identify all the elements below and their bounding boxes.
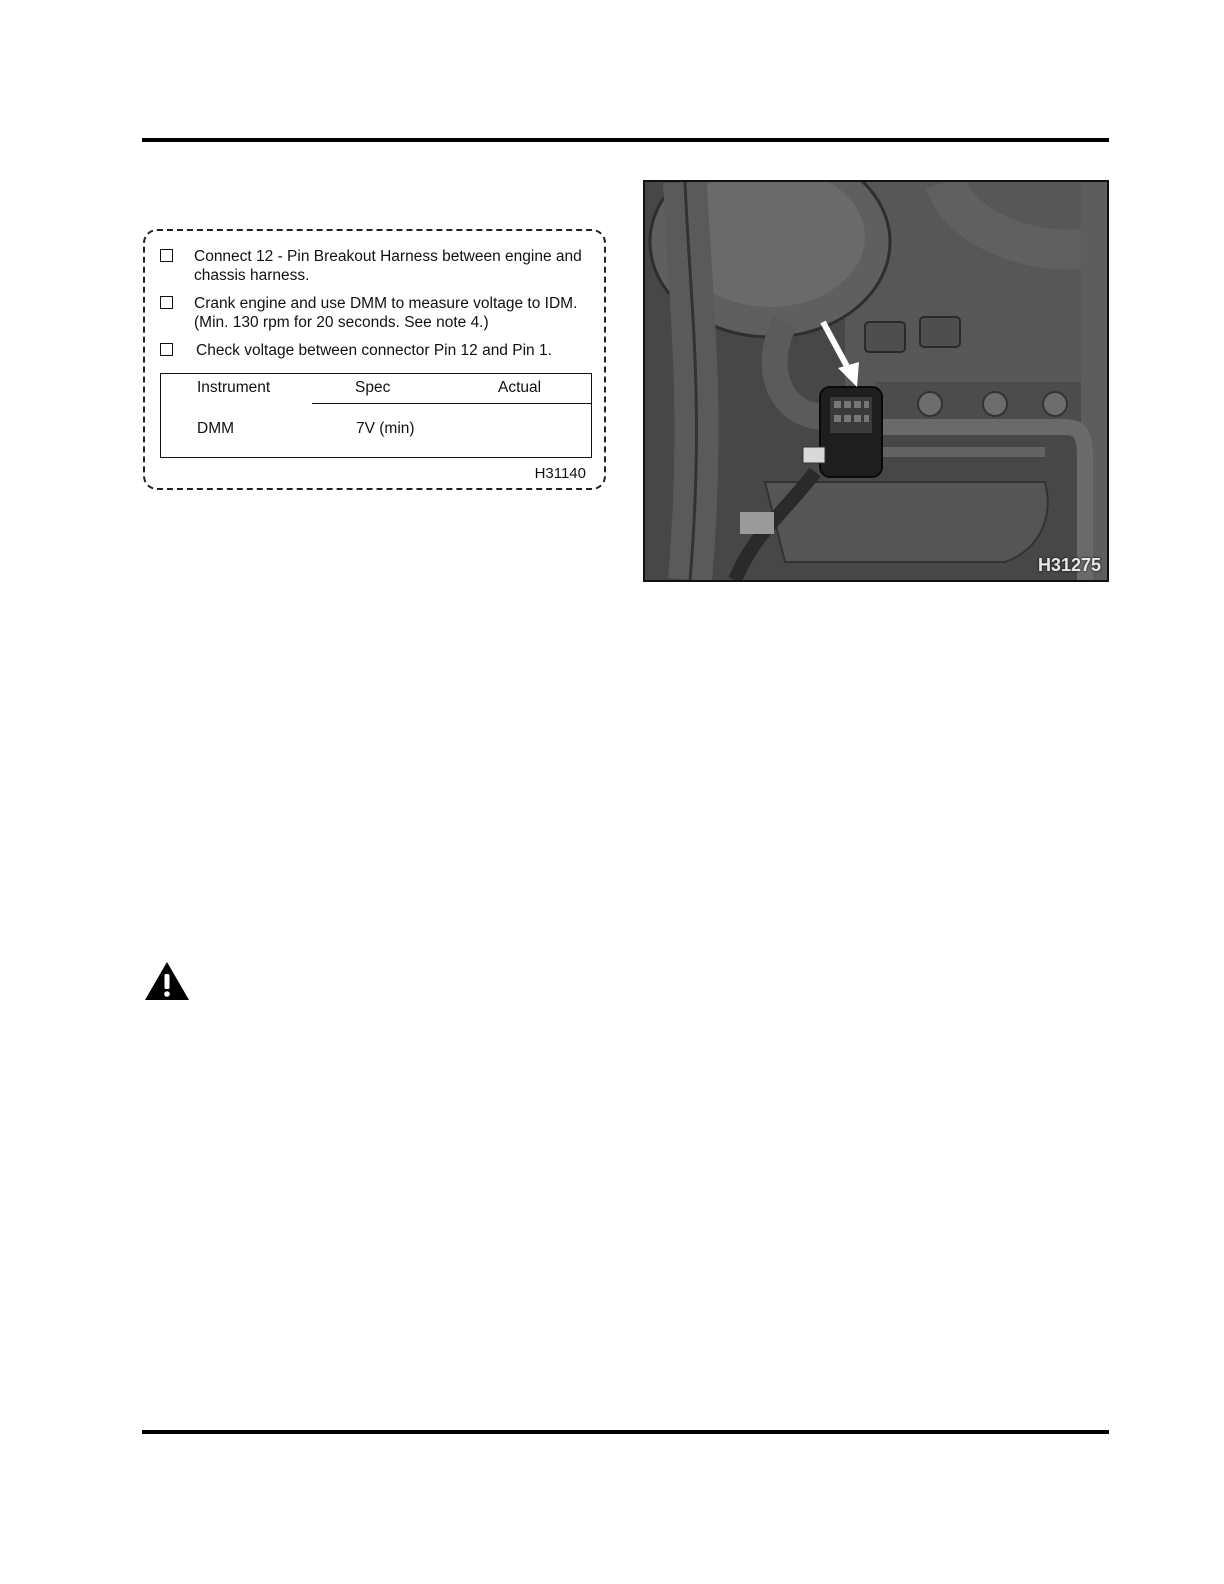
step-1-line-2: chassis harness. [194,267,310,284]
warning-triangle-icon [143,960,191,1002]
photo-figure-code: H31275 [1037,555,1101,575]
checkbox-icon[interactable] [160,296,173,309]
table-header-spec: Spec [355,379,391,396]
table-header-actual: Actual [498,379,542,396]
procedure-figure-code: H31140 [534,465,586,482]
engine-connector-photo [643,180,1109,582]
procedure-panel [143,229,606,490]
step-2-line-1: Crank engine and use DMM to measure voltage to IDM. [194,295,578,312]
checkbox-icon[interactable] [160,249,173,262]
step-2-line-2: (Min. 130 rpm for 20 seconds. See note 4.) [194,314,489,331]
table-cell-instrument: DMM [197,420,235,437]
spec-table [160,373,592,458]
header-rule [142,138,1109,142]
checkbox-icon[interactable] [160,343,173,356]
step-1-line-1: Connect 12 - Pin Breakout Harness between engine and [194,248,582,265]
step-3-line-1: Check voltage between connector Pin 12 and Pin 1. [196,342,552,359]
footer-rule [142,1430,1109,1434]
engine-photo-illustration [645,182,1107,580]
table-cell-spec: 7V (min) [356,420,415,437]
table-header-instrument: Instrument [197,379,271,396]
table-header-divider [312,403,591,404]
